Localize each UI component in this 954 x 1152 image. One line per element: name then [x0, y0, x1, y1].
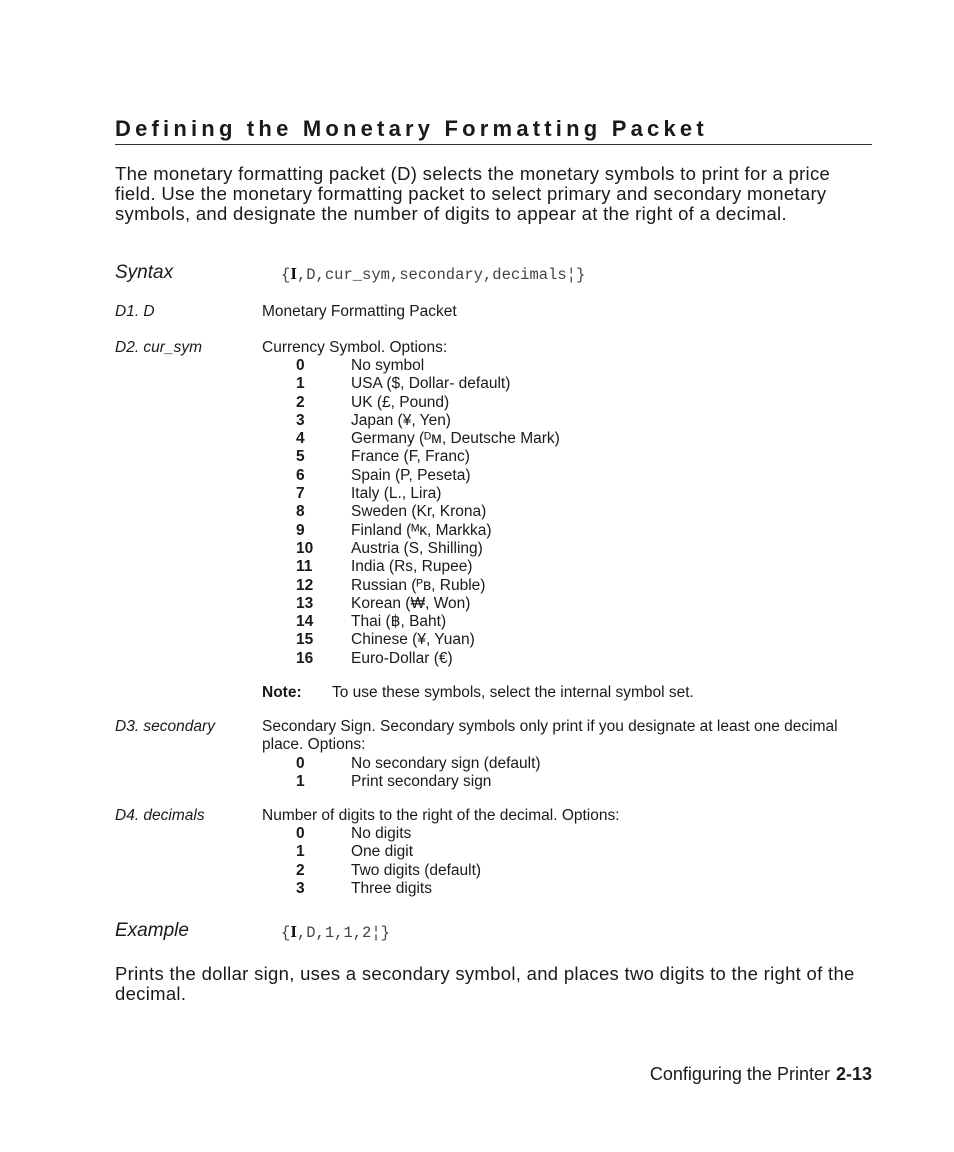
option-text: India (Rs, Rupee) [351, 558, 473, 576]
option-text: USA ($, Dollar- default) [351, 375, 511, 393]
d4-description: Number of digits to the right of the decimal. Options: [262, 807, 620, 824]
example-rest: ,D,1,1,2¦} [296, 924, 390, 942]
option-number: 9 [296, 521, 305, 539]
option-number: 3 [296, 879, 305, 897]
option-text: Austria (S, Shilling) [351, 539, 483, 557]
d3-label: D3. secondary [115, 718, 215, 735]
intro-paragraph: The monetary formatting packet (D) selects the monetary symbols to print for a price field. Use the monetary formatting packet to select primary and secondary monetary symbols, and designate the number of digits to appear at the right of a decimal. [115, 163, 831, 224]
option-number: 8 [296, 503, 305, 521]
d3-description: Secondary Sign. Secondary symbols only print if you designate at least one decimal place. Options: [262, 718, 838, 754]
option-number: 4 [296, 430, 305, 448]
syntax-rest: ,D,cur_sym,secondary,decimals¦} [296, 266, 586, 284]
option-text: Japan (¥, Yen) [351, 411, 451, 429]
d2-note [262, 684, 694, 702]
option-text: Spain (P, Peseta) [351, 466, 471, 484]
option-number: 1 [296, 773, 305, 791]
example-open: { [281, 924, 291, 942]
syntax-label: Syntax [115, 262, 174, 283]
option-text: Italy (L., Lira) [351, 485, 442, 503]
d1-description: Monetary Formatting Packet [262, 303, 457, 320]
option-text: Finland (ᴹᴋ, Markka) [351, 521, 492, 539]
syntax-code [281, 264, 585, 284]
option-text: France (F, Franc) [351, 448, 470, 466]
option-text: Russian (ᴾʙ, Ruble) [351, 576, 486, 594]
d1-label: D1. D [115, 303, 155, 320]
option-text: Sweden (Kr, Krona) [351, 503, 487, 521]
option-number: 2 [296, 393, 305, 411]
option-number: 13 [296, 594, 314, 612]
footer-section: Configuring the Printer [649, 1064, 830, 1084]
example-code [281, 922, 390, 942]
option-text: Print secondary sign [351, 773, 492, 791]
option-number: 15 [296, 631, 314, 649]
d2-label: D2. cur_sym [115, 339, 202, 356]
option-number: 6 [296, 466, 305, 484]
note-label: Note: [262, 684, 302, 701]
option-text: No digits [351, 825, 412, 842]
syntax-open: { [281, 266, 291, 284]
option-number: 10 [296, 539, 314, 557]
option-text: Euro-Dollar (€) [351, 649, 453, 667]
closing-paragraph: Prints the dollar sign, uses a secondary symbol, and places two digits to the right of the decimal. [115, 963, 855, 1004]
option-text: No secondary sign (default) [351, 755, 541, 772]
option-number: 11 [296, 558, 313, 576]
example-label: Example [115, 920, 189, 941]
option-number: 5 [296, 448, 305, 466]
option-number: 0 [296, 357, 305, 374]
option-number: 1 [296, 375, 305, 393]
note-text: To use these symbols, select the internal symbol set. [332, 684, 694, 701]
option-number: 1 [296, 843, 305, 861]
option-number: 0 [296, 825, 305, 842]
option-number: 3 [296, 411, 305, 429]
option-number: 14 [296, 613, 314, 631]
page-title: Defining the Monetary Formatting Packet [115, 116, 872, 145]
option-text: One digit [351, 843, 414, 861]
d4-label: D4. decimals [115, 807, 205, 824]
option-text: Germany (ᴰᴍ, Deutsche Mark) [351, 430, 560, 448]
option-number: 16 [296, 649, 314, 667]
option-text: Three digits [351, 879, 432, 897]
option-text: No symbol [351, 357, 425, 374]
syntax-cmd: I [290, 264, 297, 283]
option-text: Chinese (¥, Yuan) [351, 631, 475, 649]
option-number: 0 [296, 755, 305, 772]
option-text: Two digits (default) [351, 861, 482, 879]
option-text: Korean (₩, Won) [351, 594, 471, 612]
option-text: Thai (฿, Baht) [351, 613, 447, 631]
page-footer [650, 1064, 872, 1085]
d2-description: Currency Symbol. Options: [262, 339, 448, 356]
option-number: 12 [296, 576, 314, 594]
option-text: UK (£, Pound) [351, 393, 450, 411]
example-cmd: I [290, 922, 297, 941]
option-number: 2 [296, 861, 305, 879]
page-number: 2-13 [835, 1064, 872, 1084]
option-number: 7 [296, 485, 305, 503]
